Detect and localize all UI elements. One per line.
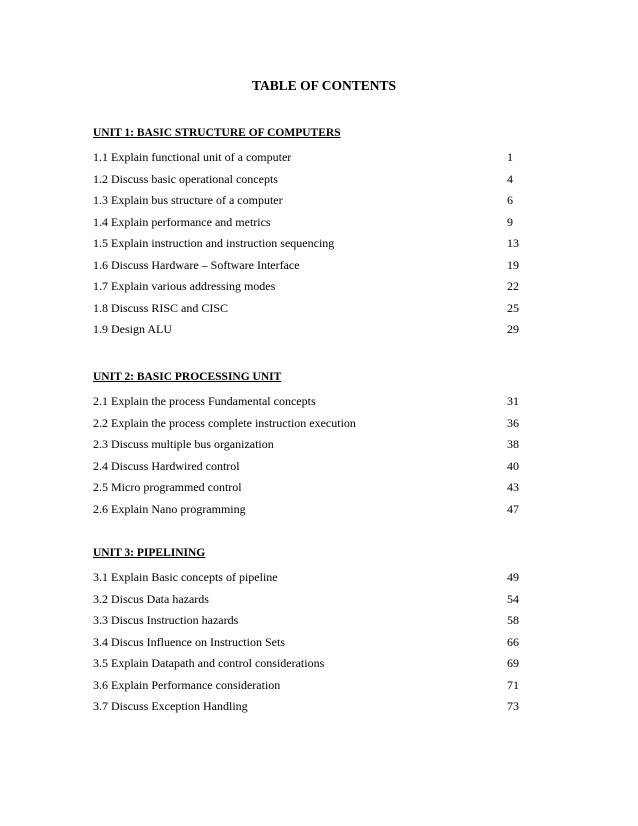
toc-entry-page: 25 [507,300,519,315]
toc-entry [93,592,523,614]
toc-entry-title: 3.2 Discus Data hazards [93,591,209,606]
toc-entry-page: 54 [507,591,519,606]
toc-entry [93,699,523,721]
toc-entry [93,150,523,172]
unit-section-2 [93,370,523,523]
toc-entry [93,459,523,481]
toc-entry-title: 3.1 Explain Basic concepts of pipeline [93,570,278,584]
toc-entry-page: 1 [507,150,513,164]
toc-entry-title: 3.7 Discuss Exception Handling [93,699,248,713]
toc-entry [93,635,523,657]
toc-entry-title: 3.5 Explain Datapath and control considerations [93,656,325,670]
toc-entry-title: 1.2 Discuss basic operational concepts [93,171,278,186]
toc-entry [93,172,523,194]
toc-entry [93,613,523,635]
page-title: TABLE OF CONTENTS [251,78,397,93]
toc-entry-page: 47 [507,501,519,516]
toc-entry-title: 2.6 Explain Nano programming [93,501,246,516]
toc-entry [93,678,523,700]
toc-entry [93,394,523,416]
toc-entry-page: 69 [507,656,519,670]
toc-entry-page: 73 [507,699,519,713]
toc-entry [93,301,523,323]
toc-entry-title: 1.7 Explain various addressing modes [93,279,276,293]
toc-entry-title: 1.9 Design ALU [93,322,172,336]
toc-entry-title: 1.6 Discuss Hardware – Software Interface [93,257,300,272]
toc-entry-page: 40 [507,458,519,473]
unit-heading: UNIT 2: BASIC PROCESSING UNIT [93,371,282,383]
toc-entry-title: 1.4 Explain performance and metrics [93,214,271,229]
toc-entry [93,480,523,502]
toc-entry-page: 71 [507,677,519,692]
toc-entry-page: 38 [507,437,519,451]
unit-heading: UNIT 1: BASIC STRUCTURE OF COMPUTERS [93,127,341,139]
toc-entry [93,193,523,215]
toc-entry-title: 2.3 Discuss multiple bus organization [93,437,274,451]
toc-entry-page: 19 [507,257,519,272]
toc-entry-title: 1.1 Explain functional unit of a computer [93,150,292,164]
toc-entry-page: 58 [507,613,519,627]
toc-entry-page: 4 [507,171,513,186]
toc-entry-title: 1.8 Discuss RISC and CISC [93,300,229,315]
toc-entry-page: 22 [507,279,519,293]
toc-entry-title: 3.4 Discus Influence on Instruction Sets [93,634,285,649]
toc-entry-title: 3.6 Explain Performance consideration [93,677,281,692]
toc-entry [93,570,523,592]
unit-heading: UNIT 3: PIPELINING [93,547,206,559]
toc-entry-page: 36 [507,415,519,430]
unit-section-3 [93,546,523,721]
toc-entry-title: 3.3 Discus Instruction hazards [93,613,239,627]
toc-entry [93,502,523,524]
toc-entry [93,236,523,258]
toc-entry-title: 1.3 Explain bus structure of a computer [93,193,283,207]
toc-entry [93,416,523,438]
unit-section-1 [93,126,523,344]
toc-entry [93,437,523,459]
toc-entry [93,258,523,280]
toc-entry-title: 2.4 Discuss Hardwired control [93,458,240,473]
toc-entry-page: 49 [507,570,519,584]
toc-entry-page: 13 [507,236,519,250]
toc-entry-title: 1.5 Explain instruction and instruction sequencing [93,236,335,250]
toc-entry-page: 31 [507,394,519,408]
toc-entry-page: 6 [507,193,513,207]
toc-entry-page: 9 [507,214,513,229]
toc-entry-page: 66 [507,634,519,649]
toc-entry-title: 2.2 Explain the process complete instruction execution [93,415,356,430]
toc-entry-page: 29 [507,322,519,336]
toc-entry-title: 2.5 Micro programmed control [93,480,242,494]
toc-entry-title: 2.1 Explain the process Fundamental concepts [93,394,316,408]
toc-entry [93,215,523,237]
toc-entry [93,322,523,344]
toc-entry-page: 43 [507,480,519,494]
toc-entry [93,279,523,301]
toc-entry [93,656,523,678]
